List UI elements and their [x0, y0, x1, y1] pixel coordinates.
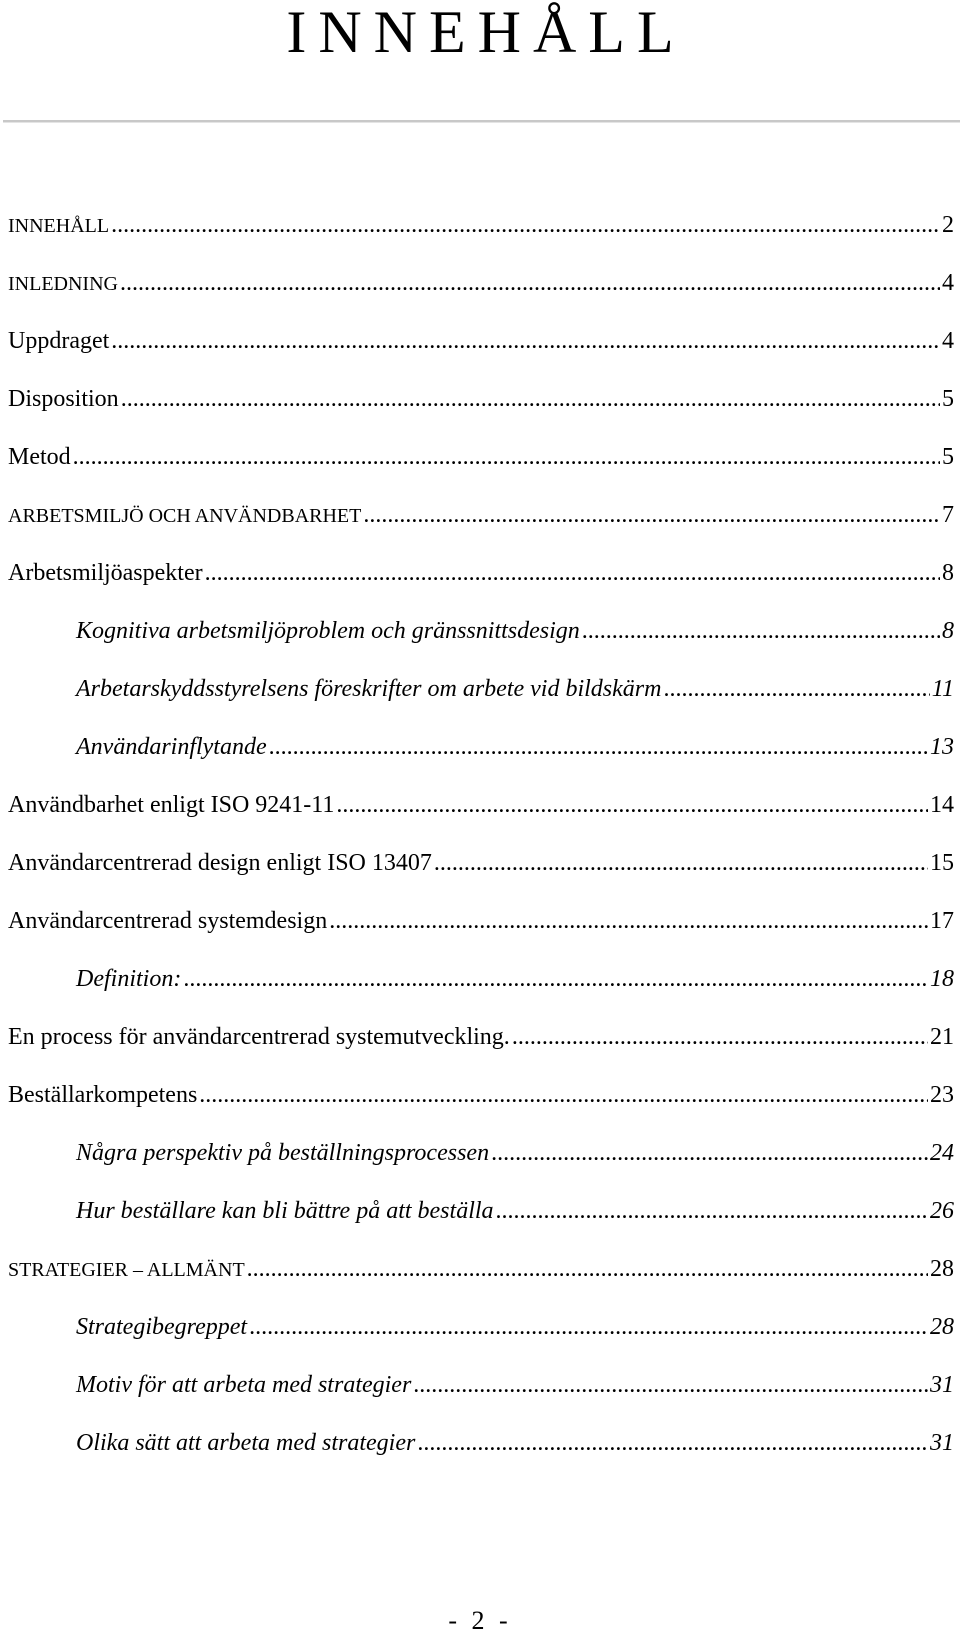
- toc-entry[interactable]: [8, 326, 954, 356]
- toc-page-number: 15: [930, 850, 954, 876]
- toc-page-number: 28: [930, 1256, 954, 1282]
- toc-entry-title: Uppdraget: [8, 328, 110, 354]
- toc-entry-title: Några perspektiv på beställningsprocessen: [76, 1140, 490, 1166]
- toc-page-number: 7: [942, 502, 954, 528]
- toc-entry[interactable]: [8, 906, 954, 936]
- toc-leader-dots: [199, 1080, 928, 1110]
- toc-entry-title: En process för användarcentrerad systemutveckling.: [8, 1024, 510, 1050]
- toc-page-number: 24: [930, 1140, 954, 1166]
- toc-entry[interactable]: [76, 616, 954, 646]
- toc-entry-title: Beställarkompetens: [8, 1082, 198, 1108]
- toc-leader-dots: [121, 384, 940, 414]
- toc-entry[interactable]: [8, 848, 954, 878]
- toc-entry[interactable]: [8, 500, 954, 531]
- toc-page-number: 4: [942, 328, 954, 354]
- toc-page-number: 13: [930, 734, 954, 760]
- toc-leader-dots: [111, 326, 940, 356]
- title-divider: [3, 120, 960, 123]
- toc-leader-dots: [183, 964, 928, 994]
- toc-entry[interactable]: [76, 1138, 954, 1168]
- toc-leader-dots: [491, 1138, 928, 1168]
- toc-leader-dots: [329, 906, 928, 936]
- toc-entry-title: INNEHÅLL: [8, 215, 110, 237]
- toc-page-number: 5: [942, 386, 954, 412]
- toc-page-number: 4: [942, 270, 954, 296]
- toc-leader-dots: [247, 1254, 928, 1284]
- toc-page-number: 31: [930, 1430, 954, 1456]
- toc-entry-title: Användarinflytande: [76, 734, 267, 760]
- toc-leader-dots: [249, 1312, 928, 1342]
- toc-entry-title: Definition:: [76, 966, 182, 992]
- toc-page-number: 28: [930, 1314, 954, 1340]
- toc-entry-title: Användarcentrerad systemdesign: [8, 908, 328, 934]
- toc-entry-title: Motiv för att arbeta med strategier: [76, 1372, 412, 1398]
- toc-entry-title: Hur beställare kan bli bättre på att beställa: [76, 1198, 494, 1224]
- toc-entry-title: Arbetarskyddsstyrelsens föreskrifter om arbete vid bildskärm: [76, 676, 662, 702]
- toc-page-number: 8: [942, 560, 954, 586]
- page-title: INNEHÅLL: [286, 0, 686, 65]
- toc-leader-dots: [582, 616, 940, 646]
- toc-entry-title: ARBETSMILJÖ OCH ANVÄNDBARHET: [8, 505, 362, 527]
- toc-page-number: 26: [930, 1198, 954, 1224]
- toc-leader-dots: [111, 210, 940, 240]
- toc-entry[interactable]: [8, 384, 954, 414]
- toc-entry[interactable]: [76, 964, 954, 994]
- toc-leader-dots: [336, 790, 928, 820]
- toc-leader-dots: [363, 500, 940, 530]
- toc-entry[interactable]: [8, 558, 954, 588]
- toc-entry[interactable]: [8, 268, 954, 299]
- toc-entry[interactable]: [76, 1196, 954, 1226]
- toc-leader-dots: [269, 732, 928, 762]
- toc-page-number: 2: [942, 212, 954, 238]
- toc-entry[interactable]: [76, 1428, 954, 1458]
- toc-page-number: 8: [942, 618, 954, 644]
- toc-entry-title: Kognitiva arbetsmiljöproblem och gränssnittsdesign: [76, 618, 580, 644]
- toc-entry[interactable]: [8, 442, 954, 472]
- toc-leader-dots: [434, 848, 928, 878]
- toc-entry-title: Olika sätt att arbeta med strategier: [76, 1430, 416, 1456]
- toc-leader-dots: [205, 558, 940, 588]
- toc-leader-dots: [512, 1022, 928, 1052]
- toc-page-number: 14: [930, 792, 954, 818]
- toc-leader-dots: [663, 674, 929, 704]
- toc-page-number: 23: [930, 1082, 954, 1108]
- toc-page-number: 5: [942, 444, 954, 470]
- toc-entry[interactable]: [8, 790, 954, 820]
- toc-page-number: 18: [930, 966, 954, 992]
- toc-entry[interactable]: [8, 210, 954, 241]
- toc-entry-title: STRATEGIER – ALLMÄNT: [8, 1259, 245, 1281]
- toc-entry-title: Användarcentrerad design enligt ISO 13407: [8, 850, 432, 876]
- toc-entry-title: Arbetsmiljöaspekter: [8, 560, 203, 586]
- toc-page-number: 31: [930, 1372, 954, 1398]
- toc-leader-dots: [73, 442, 940, 472]
- toc-entry[interactable]: [76, 674, 954, 704]
- toc-entry-title: Disposition: [8, 386, 119, 412]
- toc-entry-title: Metod: [8, 444, 71, 470]
- toc-entry[interactable]: [8, 1080, 954, 1110]
- toc-entry[interactable]: [8, 1022, 954, 1052]
- toc-entry-title: Användbarhet enligt ISO 9241-11: [8, 792, 335, 818]
- toc-leader-dots: [120, 268, 940, 298]
- toc-page-number: 21: [930, 1024, 954, 1050]
- toc-entry[interactable]: [76, 1312, 954, 1342]
- toc-leader-dots: [417, 1428, 928, 1458]
- toc-page-number: 11: [931, 676, 954, 702]
- page-number: - 2 -: [448, 1606, 512, 1635]
- toc-entry[interactable]: [8, 1254, 954, 1285]
- toc-leader-dots: [413, 1370, 928, 1400]
- toc-entry-title: INLEDNING: [8, 273, 118, 295]
- toc-leader-dots: [496, 1196, 928, 1226]
- toc-entry[interactable]: [76, 1370, 954, 1400]
- toc-entry-title: Strategibegreppet: [76, 1314, 248, 1340]
- toc-page-number: 17: [930, 908, 954, 934]
- toc-entry[interactable]: [76, 732, 954, 762]
